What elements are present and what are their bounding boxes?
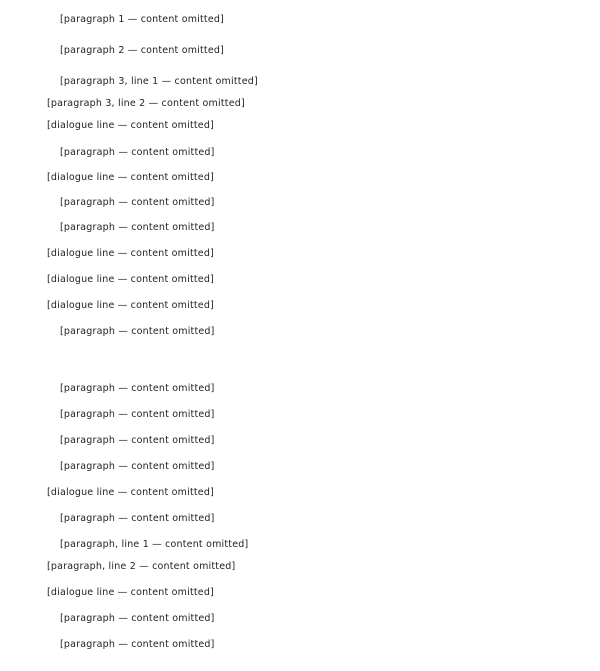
text-line: [dialogue line — content omitted]	[47, 487, 214, 498]
text-line: [paragraph 3, line 1 — content omitted]	[60, 76, 258, 87]
text-line: [dialogue line — content omitted]	[47, 120, 214, 131]
text-line: [dialogue line — content omitted]	[47, 274, 214, 285]
text-line: [paragraph — content omitted]	[60, 326, 215, 337]
text-line: [paragraph, line 2 — content omitted]	[47, 561, 236, 572]
text-line: [paragraph — content omitted]	[60, 147, 215, 158]
text-line: [paragraph — content omitted]	[60, 222, 215, 233]
text-line: [paragraph — content omitted]	[60, 197, 215, 208]
text-line: [paragraph 3, line 2 — content omitted]	[47, 98, 245, 109]
text-line: [dialogue line — content omitted]	[47, 172, 214, 183]
text-line: [paragraph — content omitted]	[60, 461, 215, 472]
text-line: [paragraph — content omitted]	[60, 409, 215, 420]
text-line: [dialogue line — content omitted]	[47, 587, 214, 598]
text-line: [dialogue line — content omitted]	[47, 300, 214, 311]
text-line: [dialogue line — content omitted]	[47, 248, 214, 259]
text-line: [paragraph 2 — content omitted]	[60, 45, 225, 56]
text-line: [paragraph — content omitted]	[60, 613, 215, 624]
text-line: [paragraph — content omitted]	[60, 435, 215, 446]
text-line: [paragraph — content omitted]	[60, 639, 215, 650]
text-line: [paragraph 1 — content omitted]	[60, 14, 225, 25]
text-line: [paragraph, line 1 — content omitted]	[60, 539, 249, 550]
text-line: [paragraph — content omitted]	[60, 383, 215, 394]
text-line: [paragraph — content omitted]	[60, 513, 215, 524]
